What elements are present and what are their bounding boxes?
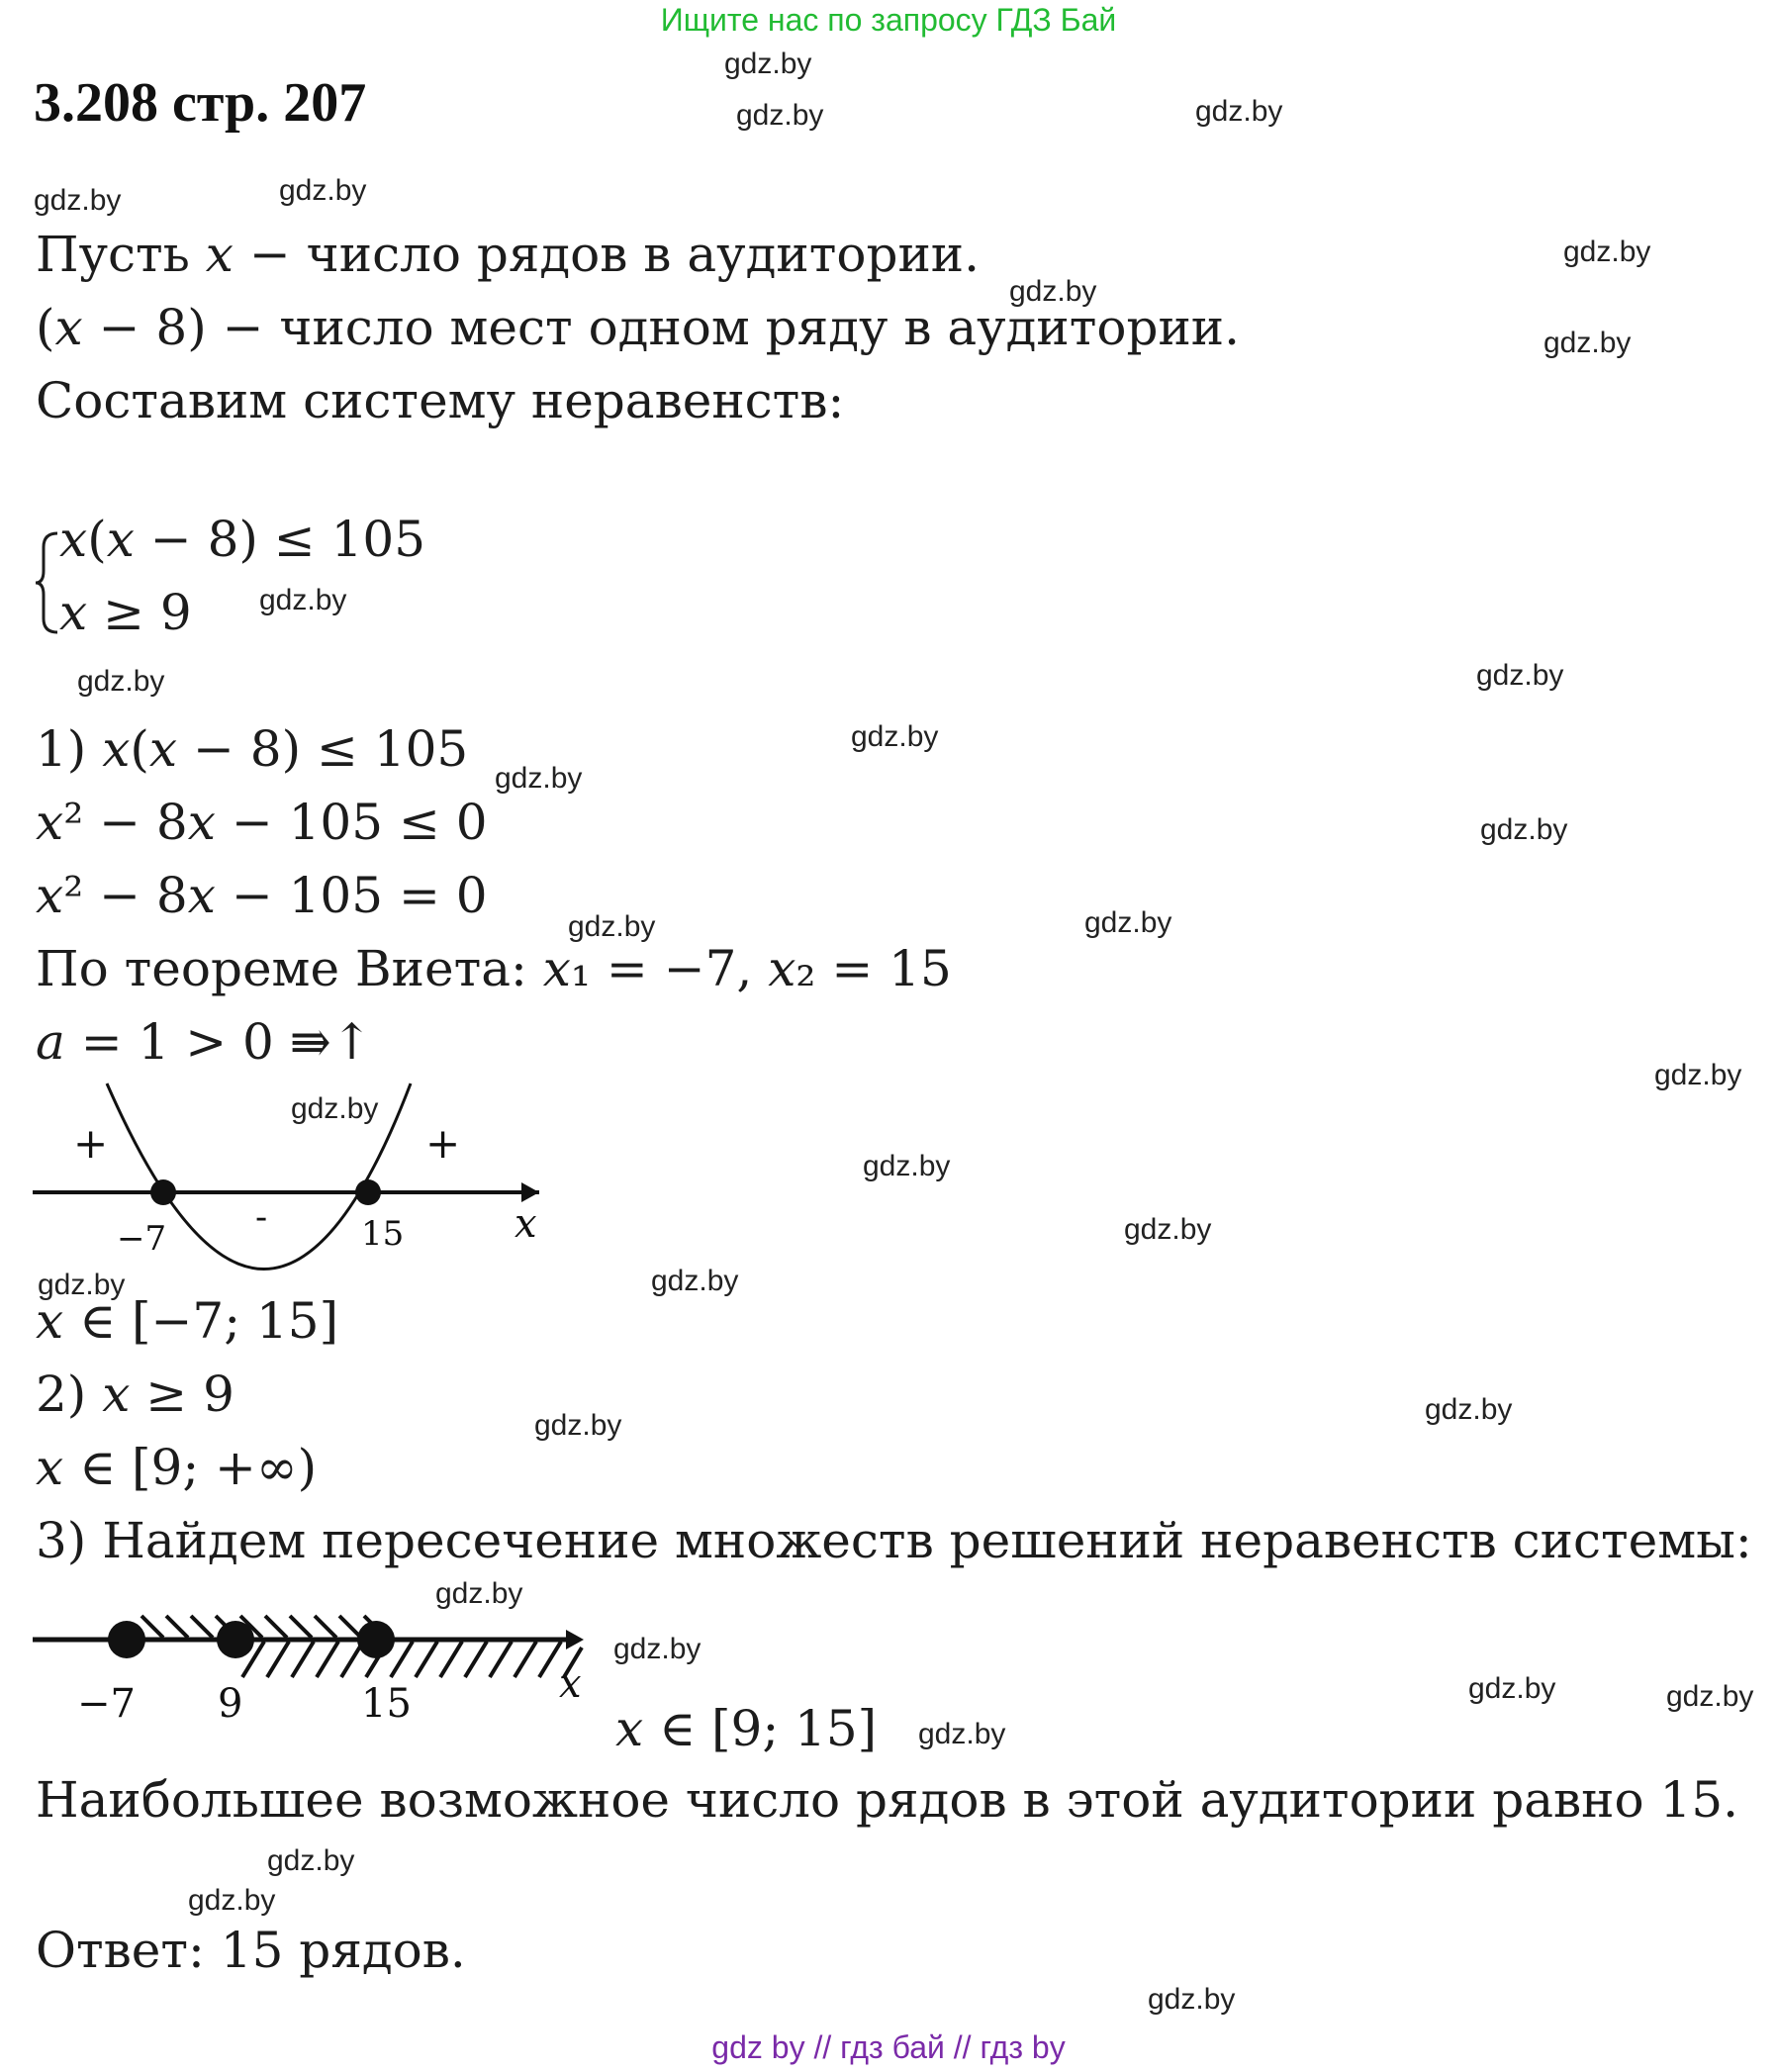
inequality: 𝑥² − 8𝑥 − 105 ≤ 0: [36, 794, 488, 851]
step-1: 1) 𝑥(𝑥 − 8) ≤ 105: [36, 720, 469, 778]
watermark: gdz.by: [613, 1633, 701, 1665]
system-brace: [34, 529, 59, 636]
watermark: gdz.by: [1543, 327, 1632, 359]
interval-1: 𝑥 ∈ [−7; 15]: [36, 1292, 339, 1350]
watermark: gdz.by: [1009, 275, 1097, 308]
page-title: 3.208 стр. 207: [34, 72, 367, 134]
watermark: gdz.by: [534, 1409, 622, 1442]
tick-label: 9: [218, 1681, 243, 1727]
watermark: gdz.by: [495, 762, 583, 795]
system-line-1: 𝑥(𝑥 − 8) ≤ 105: [59, 511, 426, 568]
watermark: gdz.by: [435, 1577, 523, 1610]
tick-label: 15: [361, 1681, 412, 1727]
equation: 𝑥² − 8𝑥 − 105 = 0: [36, 867, 488, 924]
watermark: gdz.by: [1124, 1213, 1212, 1246]
text-line-3: Составим систему неравенств:: [36, 372, 845, 429]
plus-sign-left: +: [73, 1119, 109, 1168]
watermark: gdz.by: [38, 1269, 126, 1301]
watermark: gdz.by: [188, 1884, 276, 1917]
watermark: gdz.by: [1476, 659, 1564, 692]
watermark: gdz.by: [1148, 1983, 1236, 2016]
leading-coefficient: 𝑎 = 1 > 0 ⇛↑: [36, 1013, 373, 1071]
watermark: gdz.by: [568, 910, 656, 943]
step-2: 2) 𝑥 ≥ 9: [36, 1366, 234, 1423]
watermark: gdz.by: [1480, 813, 1568, 846]
x-axis-label: 𝑥: [514, 1201, 537, 1247]
interval-3: 𝑥 ∈ [9; 15]: [615, 1700, 878, 1757]
tick-label: −7: [117, 1219, 167, 1259]
plus-sign-right: +: [425, 1119, 461, 1168]
x-axis-label: 𝑥: [559, 1661, 582, 1707]
vieta-line: По теореме Виета: 𝑥₁ = −7, 𝑥₂ = 15: [36, 940, 952, 997]
watermark: gdz.by: [736, 99, 824, 132]
watermark: gdz.by: [1425, 1393, 1513, 1426]
watermark: gdz.by: [1468, 1672, 1556, 1705]
minus-sign: -: [255, 1197, 268, 1238]
text-line-2: (𝑥 − 8) − число мест одном ряду в аудитории.: [36, 299, 1241, 356]
system-line-2: 𝑥 ≥ 9: [59, 584, 192, 641]
watermark: gdz.by: [918, 1718, 1006, 1750]
top-link[interactable]: Ищите нас по запросу ГДЗ Бай: [660, 2, 1117, 38]
watermark: gdz.by: [291, 1092, 379, 1125]
watermark: gdz.by: [851, 720, 939, 753]
watermark: gdz.by: [1084, 906, 1172, 939]
intersection-number-line: [30, 1598, 594, 1727]
step-3: 3) Найдем пересечение множеств решений неравенств системы:: [36, 1512, 1752, 1569]
watermark: gdz.by: [279, 174, 367, 207]
text-line-1: Пусть 𝑥 − число рядов в аудитории.: [36, 226, 981, 283]
watermark: gdz.by: [1654, 1059, 1742, 1091]
watermark: gdz.by: [34, 184, 122, 217]
watermark: gdz.by: [77, 665, 165, 698]
tick-label: 15: [361, 1214, 405, 1254]
watermark: gdz.by: [1563, 235, 1651, 268]
footer-links[interactable]: gdz by // гдз бай // гдз by: [711, 2029, 1066, 2065]
watermark: gdz.by: [1195, 95, 1283, 128]
watermark: gdz.by: [267, 1844, 355, 1877]
watermark: gdz.by: [259, 584, 347, 616]
tick-label: −7: [77, 1681, 136, 1727]
answer: Ответ: 15 рядов.: [36, 1922, 466, 1979]
watermark: gdz.by: [863, 1150, 951, 1182]
watermark: gdz.by: [1666, 1680, 1754, 1713]
conclusion: Наибольшее возможное число рядов в этой аудитории равно 15.: [36, 1771, 1739, 1829]
watermark: gdz.by: [724, 47, 812, 80]
interval-2: 𝑥 ∈ [9; +∞): [36, 1439, 318, 1496]
watermark: gdz.by: [651, 1265, 739, 1297]
